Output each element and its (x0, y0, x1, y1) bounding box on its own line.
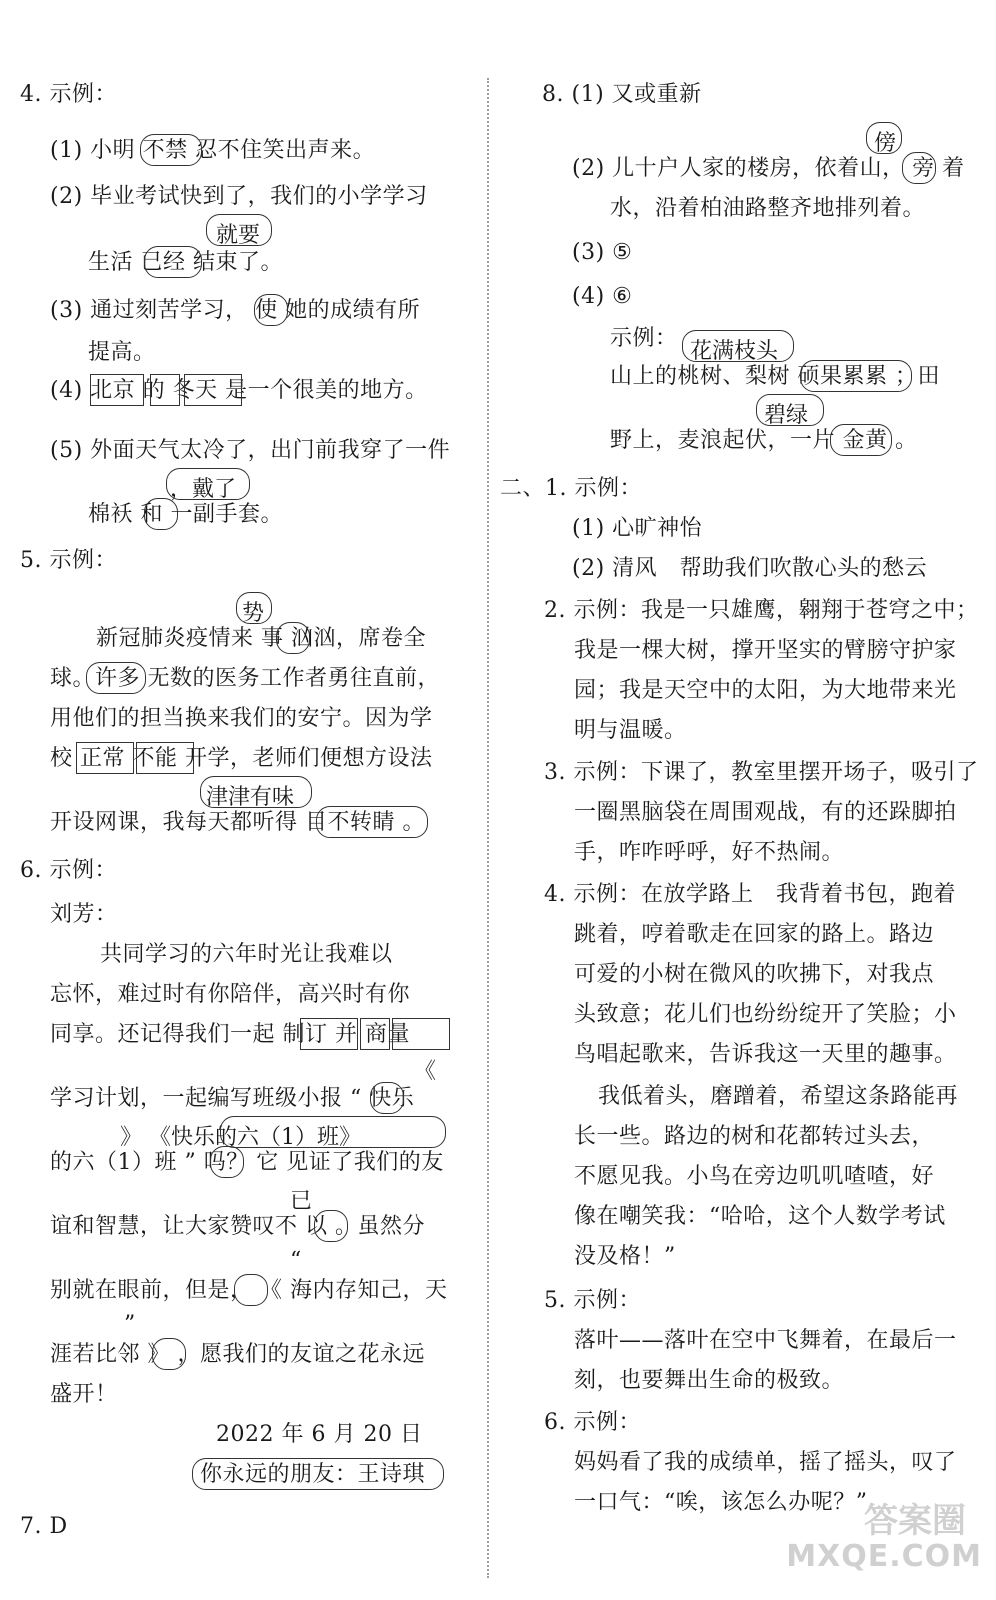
q4-item-1: (1) 小明 不禁 忍不住笑出声来。 (50, 138, 376, 163)
section-2-q4i: 像在嘲笑我：“哈哈，这个人数学考试 (574, 1204, 946, 1229)
section-2-q2a: 2. 示例：我是一只雄鹰，翱翔于苍穹之中； (544, 598, 979, 623)
q6-line-4: 学习计划，一起编写班级小报 “ 快乐 (50, 1086, 415, 1111)
section-2-q1: 二、1. 示例： (500, 476, 642, 501)
q4-item-3a: (3) 通过刻苦学习， 使 她的成绩有所 (50, 298, 421, 323)
circle-mark (800, 360, 912, 392)
q4-item-5-insert: ，戴了 (170, 477, 237, 502)
q4-item-2-insert: 就要 (216, 223, 261, 248)
circle-mark (144, 498, 178, 530)
section-2-q4g: 长一些。路边的树和花都转过头去， (574, 1124, 935, 1149)
q8-4: (4) ⑥ (572, 284, 633, 309)
q5-label: 5. 示例： (20, 548, 117, 573)
q6-line-6: 谊和智慧，让大家赞叹不 以 。虽然分 (50, 1214, 425, 1239)
q6-line-7: 别就在眼前，但是， 《 海内存知己，天 (50, 1278, 448, 1303)
circle-mark (152, 1338, 186, 1370)
q6-insert-4: “ (290, 1248, 302, 1273)
column-divider (487, 78, 489, 1578)
section-2-q3a: 3. 示例：下课了，教室里摆开场子，吸引了 (544, 760, 979, 785)
section-2-q4c: 可爱的小树在微风的吹拂下，对我点 (574, 962, 935, 987)
q8-line-1: 山上的桃树、梨树 硕果累累 ；田 (610, 364, 940, 389)
circle-mark (276, 622, 310, 654)
section-2-q2b: 我是一棵大树，撑开坚实的臂膀守护家 (574, 638, 957, 663)
q4-item-3b: 提高。 (88, 340, 156, 365)
circle-mark (902, 152, 936, 184)
watermark-logo: 答案圈 (864, 1501, 966, 1541)
q8-insert-2: 碧绿 (764, 403, 809, 428)
circle-mark (210, 1146, 244, 1178)
circle-mark (192, 1458, 444, 1490)
q7: 7. D (20, 1514, 68, 1539)
q8-line-2: 野上，麦浪起伏，一片 金黄 。 (610, 428, 918, 453)
watermark: MXQE.COM (786, 1539, 982, 1574)
circle-mark (830, 424, 892, 456)
q6-line-1: 共同学习的六年时光让我难以 (100, 942, 393, 967)
q6-line-8: 涯若比邻 》 ，愿我们的友谊之花永远 (50, 1342, 425, 1367)
circle-mark (200, 776, 312, 808)
q8-2-insert: 傍 (874, 131, 897, 156)
section-2-q6a: 6. 示例： (544, 1410, 641, 1435)
section-2-q6c: 一口气：“唉，该怎么办呢？” (574, 1490, 868, 1515)
circle-mark (234, 1274, 268, 1306)
q5-line-3: 用他们的担当换来我们的安宁。因为学 (50, 706, 433, 731)
q6-insert-1: 《 (414, 1059, 437, 1084)
q4-label: 4. 示例： (20, 82, 117, 107)
q8-insert-1: 花满枝头 (690, 339, 779, 364)
circle-mark (314, 1210, 348, 1242)
box-mark (184, 374, 242, 406)
q8-1: 8. (1) 又或重新 (542, 82, 702, 107)
q8-2a: (2) 儿十户人家的楼房，依着山， 旁 着 (572, 156, 965, 181)
q6-insert-5: ” (124, 1312, 136, 1337)
section-2-q5a: 5. 示例： (544, 1288, 641, 1313)
circle-mark (140, 134, 202, 166)
q8-3: (3) ⑤ (572, 240, 633, 265)
circle-mark (370, 1082, 404, 1114)
q5-insert-2: 津津有味 (206, 785, 295, 810)
section-2-q4d: 头致意；花儿们也纷纷绽开了笑脸；小 (574, 1002, 957, 1027)
q5-line-1: 新冠肺炎疫情来 事 汹汹，席卷全 (96, 626, 426, 651)
q6-insert-2: 》 《快乐的六（1）班》 (120, 1125, 361, 1150)
q8-example-label: 示例： (610, 326, 678, 351)
section-2-q5c: 刻，也要舞出生命的极致。 (574, 1368, 845, 1393)
q5-line-4: 校 正常 不能 开学，老师们便想方设法 (50, 746, 433, 771)
circle-mark (236, 592, 272, 624)
box-mark (90, 374, 144, 406)
q5-insert-1: 势 (242, 601, 265, 626)
q6-greeting: 刘芳： (50, 902, 118, 927)
q5-line-2: 球。许多 无数的医务工作者勇往直前， (50, 666, 440, 691)
section-2-q2c: 园；我是天空中的太阳，为大地带来光 (574, 678, 957, 703)
circle-mark (144, 246, 202, 278)
circle-mark (206, 214, 272, 246)
section-2-q4j: 没及格！” (574, 1244, 676, 1269)
q6-signature: 你永远的朋友：王诗琪 (200, 1462, 426, 1487)
section-2-q4f: 我低着头，磨蹭着，希望这条路能再 (598, 1084, 959, 1109)
section-2-q5b: 落叶——落叶在空中飞舞着，在最后一 (574, 1328, 957, 1353)
circle-mark (86, 662, 146, 694)
q6-line-2: 忘怀，难过时有你陪伴，高兴时有你 (50, 982, 411, 1007)
circle-mark (682, 330, 794, 362)
q4-item-4: (4) 北京 的 冬天 是一个很美的地方。 (50, 378, 428, 403)
box-mark (300, 1018, 358, 1050)
circle-mark (316, 806, 428, 838)
box-mark (150, 374, 180, 406)
circle-mark (166, 468, 250, 500)
section-2-q4e: 鸟唱起歌来，告诉我这一天里的趣事。 (574, 1042, 957, 1067)
q4-item-2a: (2) 毕业考试快到了，我们的小学学习 (50, 184, 428, 209)
section-2-q4h: 不愿见我。小鸟在旁边叽叽喳喳，好 (574, 1164, 935, 1189)
circle-mark (866, 122, 902, 154)
section-2-q4b: 跳着，哼着歌走在回家的路上。路边 (574, 922, 935, 947)
section-2-q1b: (2) 清风 帮助我们吹散心头的愁云 (572, 556, 928, 581)
section-2-q4a: 4. 示例：在放学路上 我背着书包，跑着 (544, 882, 956, 907)
box-mark (360, 1018, 390, 1050)
q6-insert-3: 已 (290, 1189, 313, 1214)
q6-line-3: 同享。还记得我们一起 制订 并 商量 (50, 1022, 410, 1047)
box-mark (136, 742, 194, 774)
section-2-q3b: 一圈黑脑袋在周围观战，有的还跺脚拍 (574, 800, 957, 825)
circle-mark (254, 294, 288, 326)
q6-date: 2022 年 6 月 20 日 (216, 1422, 423, 1447)
section-2-q3c: 手，咋咋呼呼，好不热闹。 (574, 840, 845, 865)
q4-item-5a: (5) 外面天气太冷了，出门前我穿了一件 (50, 438, 451, 463)
q6-line-5: 的六（1）班 ” 吗？ 它 见证了我们的友 (50, 1150, 444, 1175)
box-mark (392, 1018, 450, 1050)
q8-2b: 水，沿着柏油路整齐地排列着。 (610, 196, 926, 221)
q6-line-9: 盛开！ (50, 1382, 118, 1407)
q6-label: 6. 示例： (20, 858, 117, 883)
section-2-q1a: (1) 心旷神怡 (572, 516, 703, 541)
section-2-q2d: 明与温暖。 (574, 718, 687, 743)
circle-mark (756, 394, 824, 426)
q4-item-5b: 棉袄 和 一副手套。 (88, 502, 283, 527)
q5-line-5: 开设网课，我每天都听得 目不转睛 。 (50, 810, 425, 835)
q4-item-2b: 生活 已经 结束了。 (88, 250, 283, 275)
box-mark (76, 742, 134, 774)
section-2-q6b: 妈妈看了我的成绩单，摇了摇头，叹了 (574, 1450, 957, 1475)
circle-mark (220, 1116, 446, 1148)
